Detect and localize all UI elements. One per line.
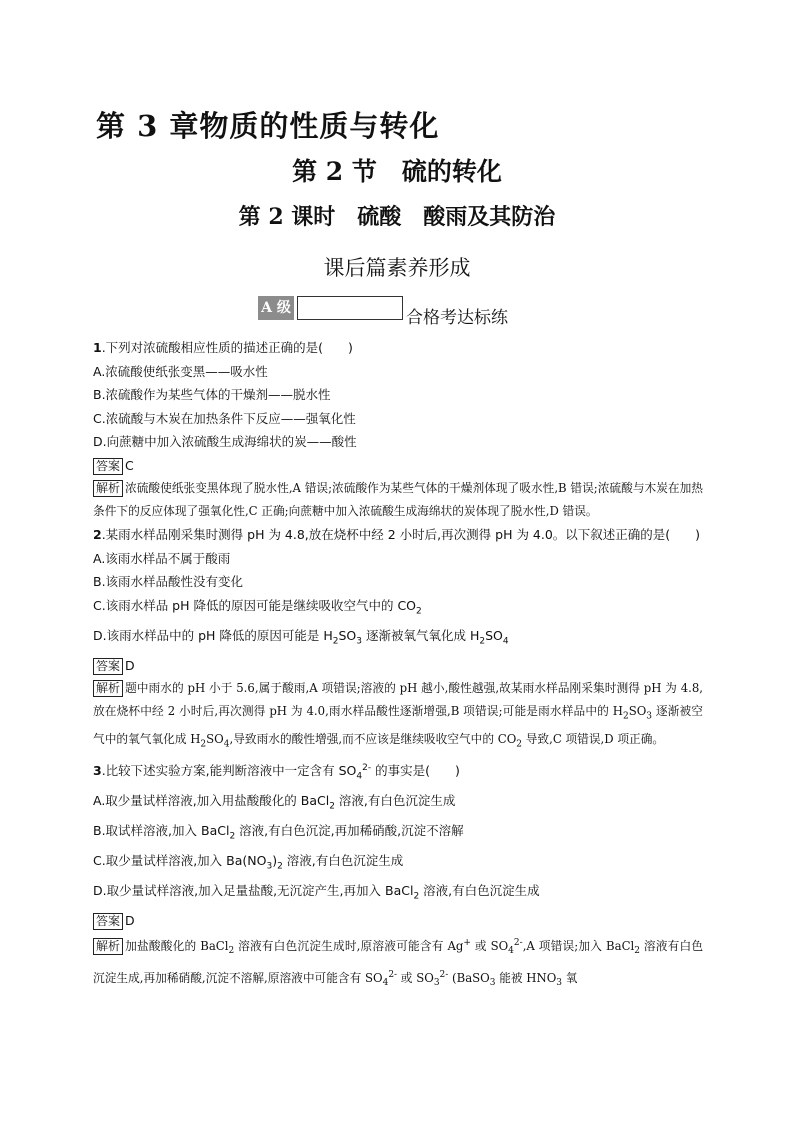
answer-tag: 答案 [93,913,123,930]
analysis-text: 解析 浓硫酸使纸张变黑体现了脱水性,A 错误;浓硫酸作为某些气体的干燥剂体现了吸水性,B 错误;浓硫酸与木炭在加热条件下的反应体现了强氧化性,C 正确;向蔗糖中加入浓硫酸生成海绵状的炭体现了脱水性,D 错误。 [93,481,703,518]
option-b: B.浓硫酸作为某些气体的干燥剂——脱水性 [93,387,331,402]
option-d: D.向蔗糖中加入浓硫酸生成海绵状的炭——酸性 [93,434,357,449]
option-c: C.取少量试样溶液,加入 $Ba(NO_3)_2$ 溶液,有白色沉淀生成 [93,852,404,872]
answer-line [93,909,703,933]
question-list [93,336,703,995]
answer-value: D [125,912,135,928]
level-badge: A 级 [258,296,294,320]
option-c: C.该雨水样品 pH 降低的原因可能是继续吸收空气中的 $CO_2$ [93,597,422,616]
level-title: 合格考达标练 [406,308,508,328]
option-c: C.浓硫酸与木炭在加热条件下反应——强氧化性 [93,410,356,426]
answer-tag: 答案 [93,458,123,475]
analysis-tag: 解析 [93,680,123,697]
option-a: A.取少量试样溶液,加入用盐酸酸化的 BaCl$_2$ 溶液,有白色沉淀生成 [93,792,456,812]
option-d: D.取少量试样溶液,加入足量盐酸,无沉淀产生,再加入 BaCl$_2$ 溶液,有白色沉淀生成 [93,882,540,902]
answer-value: D [125,657,135,673]
after-class-title: 课后篇素养形成 [323,256,471,280]
question-number: 1 [93,340,102,355]
answer-line [93,454,703,478]
analysis-text: 解析 题中雨水的 pH 小于 5.6,属于酸雨,A 项错误;溶液的 pH 越小,酸性越强,故某雨水样品刚采集时测得 pH 为 4.8,放在烧杯中经 2 小时后,再次测得 pH 为 4.0,雨水样品酸性逐渐增强,B 项错误;可能是雨水样品中的 $H_2SO_3$ 逐渐被空气中的氧气氧化成 $H_2SO_4$,导致雨水的酸性增强,而不应该是继续吸收空气中的 $CO_2$ 导致,C 项错误,D 项正确。 [93,681,703,750]
analysis-tag: 解析 [93,938,123,955]
answer-value: C [125,457,134,473]
answer-tag: 答案 [93,658,123,675]
section-title: 第 2 节 硫的转化 [292,157,502,186]
chapter-title: 第 3 章物质的性质与转化 [96,109,440,143]
question-1 [93,336,703,523]
question-3: 3.比较下述实验方案,能判断溶液中一定含有 $SO_4^{2-}$ 的事实是( ) A.取少量试样溶液,加入用盐酸酸化的 BaCl$_2$ 溶液,有白色沉淀生成 B.取试样溶液,加入 BaCl$_2$ 溶液,有白色沉淀,再加稀硝酸,沉淀不溶解 C.取少量试样溶液,加入 $Ba(NO_3)_2$ 溶液,有白色沉淀生成 D.取少量试样溶液,加入足量盐酸,无沉淀产生,再加入 BaCl$_2$ 溶液,有白色沉淀生成 答案 D 解析 加盐酸酸化的 BaCl$_2$ 溶液有白色沉淀生成时,原溶液可能含有 Ag+ 或 $SO_4^{2-},A$ 项错误;加入 BaCl$_2$ 溶液有白色沉淀生成,再加稀硝酸,沉淀不溶解,原溶液中可能含有 $SO_4^{2-}$ 或 $SO_3^{2-}$ (BaSO$_3$ 能被 $HNO_3$ 氧 [93,757,703,995]
question-stem: .下列对浓硫酸相应性质的描述正确的是( ) [101,340,353,355]
question-number: 2 [93,527,102,542]
option-a: A.浓硫酸使纸张变黑——吸水性 [93,363,268,379]
question-stem: .某雨水样品刚采集时测得 pH 为 4.8,放在烧杯中经 2 小时后,再次测得 pH 为 4.0。以下叙述正确的是( ) [101,527,701,542]
lesson-title: 第 2 课时 硫酸 酸雨及其防治 [238,204,556,230]
analysis-text: 解析 加盐酸酸化的 BaCl$_2$ 溶液有白色沉淀生成时,原溶液可能含有 Ag+ 或 $SO_4^{2-},A$ 项错误;加入 BaCl$_2$ 溶液有白色沉淀生成,再加稀硝酸,沉淀不溶解,原溶液中可能含有 $SO_4^{2-}$ 或 $SO_3^{2-}$ (BaSO$_3$ 能被 $HNO_3$ 氧 [93,938,704,988]
answer-line [93,654,703,678]
option-b: B.取试样溶液,加入 BaCl$_2$ 溶液,有白色沉淀,再加稀硝酸,沉淀不溶解 [93,822,464,842]
option-b: B.该雨水样品酸性没有变化 [93,574,244,589]
score-box [297,296,403,320]
question-number: 3 [93,762,102,778]
question-2 [93,523,703,757]
analysis-tag: 解析 [93,480,123,497]
option-a: A.该雨水样品不属于酸雨 [93,550,231,566]
option-d: D.该雨水样品中的 pH 降低的原因可能是 $H_2SO_3$ 逐渐被氧气氧化成 $H_2SO_4$ [93,627,509,646]
